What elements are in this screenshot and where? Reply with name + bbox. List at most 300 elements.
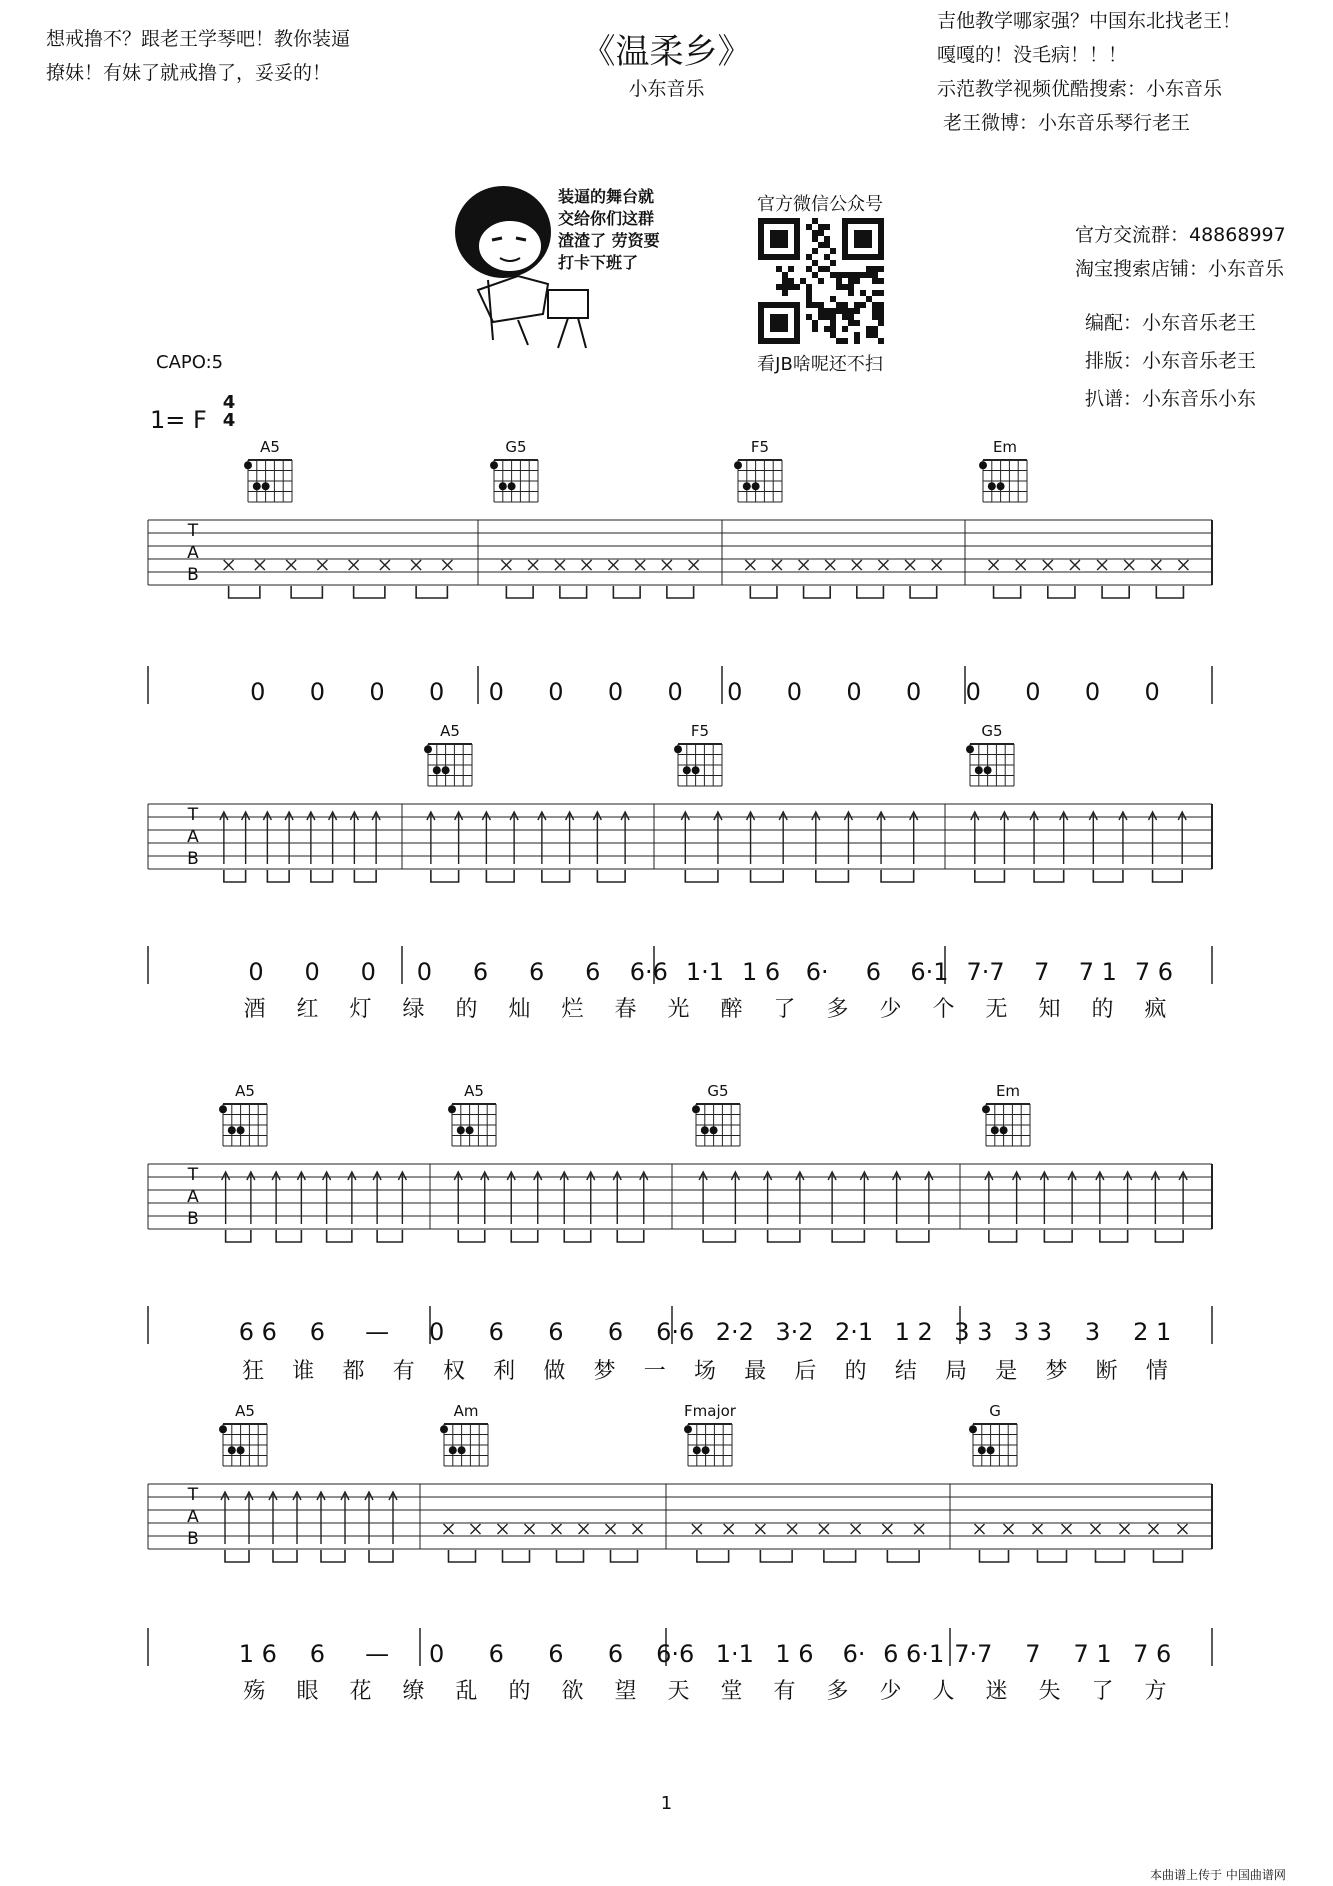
lyric-char: 最 — [744, 1359, 767, 1384]
strum-x-mark — [349, 560, 359, 570]
chord-finger-dot — [987, 1446, 995, 1454]
jianpu-note: 0 — [786, 678, 803, 706]
rhythm-beam — [369, 1550, 393, 1562]
lyric-char: 的 — [508, 1679, 531, 1704]
rhythm-beam — [750, 586, 777, 598]
rhythm-beam — [1048, 586, 1075, 598]
tab-clef-letter: B — [187, 565, 199, 585]
upload-footer: 本曲谱上传于 中国曲谱网 — [1150, 1868, 1286, 1882]
meme-caption-line: 装逼的舞台就 — [558, 187, 655, 206]
chord-finger-dot — [442, 766, 450, 774]
rhythm-beam — [980, 1550, 1009, 1562]
rhythm-beam — [311, 870, 333, 882]
jianpu-note: 0 — [1084, 678, 1101, 706]
strum-x-mark — [608, 560, 618, 570]
jianpu-note: 0 — [360, 958, 376, 986]
strum-x-mark — [914, 1524, 924, 1534]
rhythm-beam — [542, 870, 570, 882]
jianpu-note: 1 6 — [238, 1640, 277, 1668]
jianpu-note: 0 — [429, 678, 445, 706]
chord-finger-dot — [440, 1425, 448, 1433]
meme-caption-line: 交给你们这群 — [558, 209, 655, 228]
strum-x-mark — [525, 1524, 535, 1534]
strum-x-mark — [724, 1524, 734, 1534]
strum-x-mark — [224, 560, 234, 570]
strum-x-mark — [1124, 560, 1134, 570]
chord-finger-dot — [752, 482, 760, 490]
rhythm-beam — [887, 1550, 919, 1562]
tab-clef-letter: A — [187, 543, 199, 563]
jianpu-note: 7 1 — [1078, 958, 1117, 986]
lyric-char: 情 — [1145, 1359, 1168, 1384]
lyric-char: 谁 — [292, 1359, 315, 1384]
intro-line-1: 想戒撸不？跟老王学琴吧！教你装逼 — [46, 28, 351, 50]
jianpu-note: — — [365, 1318, 390, 1346]
strum-x-mark — [411, 560, 421, 570]
lyric-char: 有 — [392, 1359, 415, 1384]
chord-name: G5 — [505, 438, 527, 456]
jianpu-note: 7 1 — [1073, 1640, 1112, 1668]
jianpu-note: 2·1 — [834, 1318, 874, 1346]
rhythm-beam — [667, 586, 694, 598]
chord-finger-dot — [975, 766, 983, 774]
chord-finger-dot — [244, 461, 252, 469]
song-title: 《温柔乡》 — [581, 32, 752, 72]
jianpu-note: 0 — [548, 678, 564, 706]
strum-x-mark — [878, 560, 888, 570]
jianpu-note: 3·2 — [775, 1318, 814, 1346]
meme-caption-line: 渣渣了 劳资要 — [558, 231, 660, 250]
tab-clef-letter: B — [187, 1529, 199, 1549]
meme-caption-line: 打卡下班了 — [558, 253, 639, 272]
chord-finger-dot — [508, 482, 516, 490]
lyric-char: 灿 — [508, 997, 531, 1022]
jianpu-note: 7 — [1034, 958, 1050, 986]
strum-x-mark — [1178, 1524, 1188, 1534]
lyric-char: 个 — [932, 997, 955, 1022]
rhythm-beam — [751, 870, 784, 882]
jianpu-note: 6·6 — [656, 1318, 695, 1346]
strum-x-mark — [635, 560, 645, 570]
chord-finger-dot — [743, 482, 751, 490]
rhythm-beam — [1034, 870, 1064, 882]
jianpu-note: 6 — [488, 1640, 504, 1668]
lyric-char: 方 — [1144, 1679, 1167, 1704]
rhythm-beam — [989, 1230, 1017, 1242]
chord-finger-dot — [702, 1446, 710, 1454]
jianpu-note: 6·6 — [629, 958, 668, 986]
jianpu-note: 3 3 — [954, 1318, 993, 1346]
chord-name: G5 — [981, 722, 1003, 740]
rhythm-beam — [910, 586, 937, 598]
jianpu-note: 0 — [429, 1640, 445, 1668]
rhythm-beam — [224, 870, 246, 882]
jianpu-note: 6 6 — [238, 1318, 277, 1346]
page-number: 1 — [660, 1793, 673, 1814]
rhythm-beam — [613, 586, 640, 598]
lyric-char: 多 — [826, 1679, 849, 1704]
rhythm-beam — [291, 586, 322, 598]
jianpu-note: — — [365, 1640, 390, 1668]
jianpu-note: 0 — [309, 678, 326, 706]
lyric-char: 的 — [455, 997, 478, 1022]
lyric-char: 场 — [693, 1359, 717, 1384]
chord-finger-dot — [219, 1425, 227, 1433]
jianpu-note: 6 — [548, 1640, 564, 1668]
chord-name: F5 — [690, 722, 710, 740]
chord-finger-dot — [237, 1126, 245, 1134]
lyric-char: 乱 — [455, 1679, 478, 1704]
chord-finger-dot — [449, 1446, 457, 1454]
strum-x-mark — [851, 1524, 861, 1534]
rhythm-beam — [327, 1230, 352, 1242]
rhythm-beam — [354, 586, 385, 598]
chord-finger-dot — [228, 1446, 236, 1454]
chord-finger-dot — [978, 1446, 986, 1454]
strum-x-mark — [799, 560, 809, 570]
jianpu-note: 7 6 — [1133, 1640, 1172, 1668]
chord-finger-dot — [228, 1126, 236, 1134]
chord-finger-dot — [692, 1105, 700, 1113]
tab-clef-letter: A — [187, 827, 199, 847]
chord-finger-dot — [684, 1425, 692, 1433]
chord-finger-dot — [979, 461, 987, 469]
rhythm-beam — [617, 1230, 644, 1242]
credit-layout: 排版：小东音乐老王 — [1085, 350, 1257, 372]
jianpu-note: 6 — [309, 1640, 326, 1668]
rhythm-beam — [377, 1230, 402, 1242]
jianpu-note: 0 — [906, 678, 922, 706]
promo-line-3: 示范教学视频优酷搜索：小东音乐 — [937, 78, 1223, 100]
jianpu-note: 3 3 — [1013, 1318, 1053, 1346]
rhythm-beam — [897, 1230, 929, 1242]
jianpu-note: 0 — [248, 958, 264, 986]
strum-x-mark — [852, 560, 862, 570]
rhythm-beam — [273, 1550, 297, 1562]
rhythm-beam — [685, 870, 718, 882]
lyric-char: 了 — [773, 997, 796, 1022]
qr-label-top: 官方微信公众号 — [757, 194, 883, 215]
chord-name: Am — [453, 1402, 479, 1420]
lyric-char: 无 — [985, 997, 1008, 1022]
strum-x-mark — [1033, 1524, 1043, 1534]
strum-x-mark — [1120, 1524, 1130, 1534]
jianpu-note: 2 1 — [1133, 1318, 1172, 1346]
strum-x-mark — [825, 560, 835, 570]
strum-x-mark — [692, 1524, 702, 1534]
chord-name: A5 — [235, 1082, 255, 1100]
lyric-char: 醉 — [720, 997, 743, 1022]
rhythm-beam — [354, 870, 376, 882]
strum-x-mark — [1178, 560, 1188, 570]
rhythm-beam — [881, 870, 914, 882]
jianpu-note: 7·7 — [954, 1640, 993, 1668]
credit-transcriber: 扒谱：小东音乐小东 — [1085, 388, 1257, 410]
capo-label: CAPO:5 — [156, 352, 224, 373]
lyric-char: 少 — [879, 1679, 902, 1704]
jianpu-note: 7·7 — [966, 958, 1005, 986]
chord-finger-dot — [966, 745, 974, 753]
strum-x-mark — [633, 1524, 643, 1534]
lyric-char: 望 — [614, 1679, 637, 1704]
rhythm-beam — [267, 870, 289, 882]
rhythm-beam — [226, 1230, 251, 1242]
jianpu-note: 6 — [529, 958, 545, 986]
chord-finger-dot — [991, 1126, 999, 1134]
jianpu-note: 0 — [416, 958, 433, 986]
chord-name: G — [989, 1402, 1001, 1420]
jianpu-note: 6·1 — [910, 958, 949, 986]
rhythm-beam — [225, 1550, 249, 1562]
rhythm-beam — [1044, 1230, 1072, 1242]
strum-x-mark — [1070, 560, 1080, 570]
chord-name: Em — [995, 1082, 1021, 1100]
rhythm-beam — [975, 870, 1005, 882]
jianpu-note: 3 — [1084, 1318, 1101, 1346]
rhythm-beam — [1096, 1550, 1125, 1562]
strum-x-mark — [582, 560, 592, 570]
rhythm-beam — [506, 586, 533, 598]
rhythm-beam — [1100, 1230, 1128, 1242]
key-signature: 1= F — [150, 406, 207, 434]
rhythm-beam — [1155, 1230, 1183, 1242]
chord-name: Em — [992, 438, 1018, 456]
jianpu-note: 0 — [667, 678, 683, 706]
rhythm-beam — [458, 1230, 485, 1242]
lyric-char: 缭 — [402, 1679, 425, 1704]
lyric-char: 的 — [844, 1359, 867, 1384]
chord-finger-dot — [1000, 1126, 1008, 1134]
lyric-char: 梦 — [593, 1359, 616, 1384]
strum-x-mark — [380, 560, 390, 570]
rhythm-beam — [1153, 870, 1183, 882]
chord-finger-dot — [219, 1105, 227, 1113]
strum-x-mark — [1004, 1524, 1014, 1534]
strum-x-mark — [555, 560, 565, 570]
lyric-char: 光 — [667, 997, 690, 1022]
lyric-char: 后 — [794, 1359, 817, 1384]
rhythm-beam — [449, 1550, 476, 1562]
lyric-char: 权 — [442, 1359, 465, 1384]
lyric-char: 堂 — [720, 1679, 743, 1704]
lyric-char: 人 — [932, 1679, 955, 1704]
jianpu-note: 0 — [488, 678, 504, 706]
strum-x-mark — [975, 1524, 985, 1534]
lyric-char: 狂 — [242, 1359, 265, 1384]
chord-finger-dot — [693, 1446, 701, 1454]
strum-x-mark — [471, 1524, 481, 1534]
jianpu-note: 2·2 — [715, 1318, 754, 1346]
lyric-char: 一 — [643, 1359, 666, 1384]
strum-x-mark — [286, 560, 296, 570]
tab-clef-letter: T — [187, 1165, 199, 1185]
rhythm-beam — [857, 586, 884, 598]
strum-x-mark — [662, 560, 672, 570]
jianpu-note: 0 — [250, 678, 266, 706]
jianpu-note: 6· — [842, 1640, 866, 1668]
chord-finger-dot — [701, 1126, 709, 1134]
jianpu-note: 1·1 — [685, 958, 725, 986]
strum-x-mark — [606, 1524, 616, 1534]
strum-x-mark — [1043, 560, 1053, 570]
rhythm-beam — [511, 1230, 538, 1242]
chord-name: Fmajor — [684, 1402, 736, 1420]
qr-label-bottom: 看JB啥呢还不扫 — [757, 354, 883, 375]
rhythm-beam — [503, 1550, 530, 1562]
strum-x-mark — [1016, 560, 1026, 570]
chord-finger-dot — [458, 1446, 466, 1454]
rhythm-beam — [1102, 586, 1129, 598]
shop-search: 淘宝搜索店铺：小东音乐 — [1075, 258, 1285, 280]
lyric-char: 结 — [894, 1359, 917, 1384]
strum-x-mark — [444, 1524, 454, 1534]
strum-x-mark — [255, 560, 265, 570]
chord-finger-dot — [988, 482, 996, 490]
lyric-char: 酒 — [243, 997, 266, 1022]
lyric-char: 了 — [1091, 1679, 1114, 1704]
jianpu-note: 6 — [607, 1640, 624, 1668]
chord-finger-dot — [969, 1425, 977, 1433]
lyric-char: 殇 — [243, 1679, 266, 1704]
strum-x-mark — [882, 1524, 892, 1534]
chord-finger-dot — [433, 766, 441, 774]
lyric-char: 断 — [1095, 1359, 1118, 1384]
strum-x-mark — [819, 1524, 829, 1534]
strum-x-mark — [498, 1524, 508, 1534]
rhythm-beam — [760, 1550, 792, 1562]
chord-finger-dot — [692, 766, 700, 774]
lyric-char: 的 — [1091, 997, 1114, 1022]
chord-finger-dot — [262, 482, 270, 490]
rhythm-beam — [703, 1230, 735, 1242]
promo-line-1: 吉他教学哪家强？中国东北找老王！ — [937, 10, 1242, 32]
jianpu-note: 6·6 — [656, 1640, 695, 1668]
lyric-char: 有 — [773, 1679, 796, 1704]
lyric-char: 知 — [1038, 997, 1061, 1022]
jianpu-note: 6 — [472, 958, 489, 986]
chord-finger-dot — [424, 745, 432, 753]
jianpu-note: 0 — [607, 678, 624, 706]
chord-finger-dot — [457, 1126, 465, 1134]
lyric-char: 烂 — [561, 997, 584, 1022]
strum-x-mark — [745, 560, 755, 570]
rhythm-beam — [1154, 1550, 1183, 1562]
lyric-char: 做 — [543, 1359, 566, 1384]
lyric-char: 多 — [826, 997, 849, 1022]
group-number: 官方交流群：48868997 — [1075, 224, 1286, 246]
strum-x-mark — [1097, 560, 1107, 570]
rhythm-beam — [994, 586, 1021, 598]
jianpu-note: 6 — [585, 958, 601, 986]
jianpu-note: 1·1 — [715, 1640, 754, 1668]
lyric-char: 都 — [342, 1359, 365, 1384]
jianpu-note: 1 2 — [894, 1318, 933, 1346]
strum-x-mark — [755, 1524, 765, 1534]
rhythm-beam — [824, 1550, 856, 1562]
lyric-char: 少 — [879, 997, 902, 1022]
lyric-char: 眼 — [296, 1679, 319, 1704]
jianpu-note: 6· — [805, 958, 829, 986]
chord-finger-dot — [237, 1446, 245, 1454]
jianpu-note: 0 — [304, 958, 320, 986]
strum-x-mark — [528, 560, 538, 570]
chord-finger-dot — [466, 1126, 474, 1134]
rhythm-beam — [560, 586, 587, 598]
rhythm-beam — [557, 1550, 584, 1562]
jianpu-note: 6 — [309, 1318, 326, 1346]
rhythm-beam — [276, 1230, 301, 1242]
jianpu-note: 7 6 — [1134, 958, 1174, 986]
chord-finger-dot — [683, 766, 691, 774]
chord-finger-dot — [448, 1105, 456, 1113]
chord-finger-dot — [734, 461, 742, 469]
strum-x-mark — [442, 560, 452, 570]
jianpu-note: 6 — [548, 1318, 564, 1346]
strum-x-mark — [787, 1524, 797, 1534]
tab-clef-letter: A — [187, 1507, 199, 1527]
chord-name: F5 — [750, 438, 770, 456]
strum-x-mark — [1062, 1524, 1072, 1534]
jianpu-note: 6 — [488, 1318, 504, 1346]
jianpu-note: 0 — [1025, 678, 1041, 706]
rhythm-beam — [564, 1230, 591, 1242]
jianpu-note: 0 — [369, 678, 385, 706]
strum-x-mark — [579, 1524, 589, 1534]
lyric-char: 春 — [614, 997, 637, 1022]
chord-name: A5 — [235, 1402, 255, 1420]
chord-name: A5 — [464, 1082, 484, 1100]
lyric-char: 迷 — [985, 1679, 1008, 1704]
tab-clef-letter: B — [187, 849, 199, 869]
lyric-char: 梦 — [1045, 1359, 1068, 1384]
chord-finger-dot — [710, 1126, 718, 1134]
chord-finger-dot — [982, 1105, 990, 1113]
jianpu-note: 1 6 — [775, 1640, 814, 1668]
chord-name: G5 — [707, 1082, 729, 1100]
strum-x-mark — [1149, 1524, 1159, 1534]
tab-clef-letter: T — [187, 805, 199, 825]
strum-x-mark — [552, 1524, 562, 1534]
rhythm-beam — [832, 1230, 864, 1242]
lyric-char: 灯 — [349, 997, 372, 1022]
promo-line-2: 嘎嘎的！没毛病！！！ — [937, 44, 1128, 66]
strum-x-mark — [1091, 1524, 1101, 1534]
rhythm-beam — [416, 586, 447, 598]
rhythm-beam — [1038, 1550, 1067, 1562]
rhythm-beam — [768, 1230, 800, 1242]
strum-x-mark — [905, 560, 915, 570]
strum-x-mark — [501, 560, 511, 570]
strum-x-mark — [689, 560, 699, 570]
chord-name: A5 — [440, 722, 460, 740]
lyric-char: 利 — [493, 1359, 516, 1384]
chord-finger-dot — [984, 766, 992, 774]
rhythm-beam — [697, 1550, 729, 1562]
jianpu-note: 0 — [965, 678, 981, 706]
song-subtitle: 小东音乐 — [628, 78, 705, 100]
chord-finger-dot — [997, 482, 1005, 490]
intro-line-2: 撩妹！有妹了就戒撸了，妥妥的！ — [46, 62, 332, 84]
lyric-char: 是 — [995, 1359, 1018, 1384]
rhythm-beam — [321, 1550, 345, 1562]
chord-name: A5 — [260, 438, 280, 456]
jianpu-note: 6 — [607, 1318, 624, 1346]
jianpu-note: 1 6 — [742, 958, 781, 986]
strum-x-mark — [932, 560, 942, 570]
lyric-char: 绿 — [402, 997, 425, 1022]
credit-arranger: 编配：小东音乐老王 — [1085, 312, 1257, 334]
jianpu-note: 6 6·1 — [883, 1640, 945, 1668]
